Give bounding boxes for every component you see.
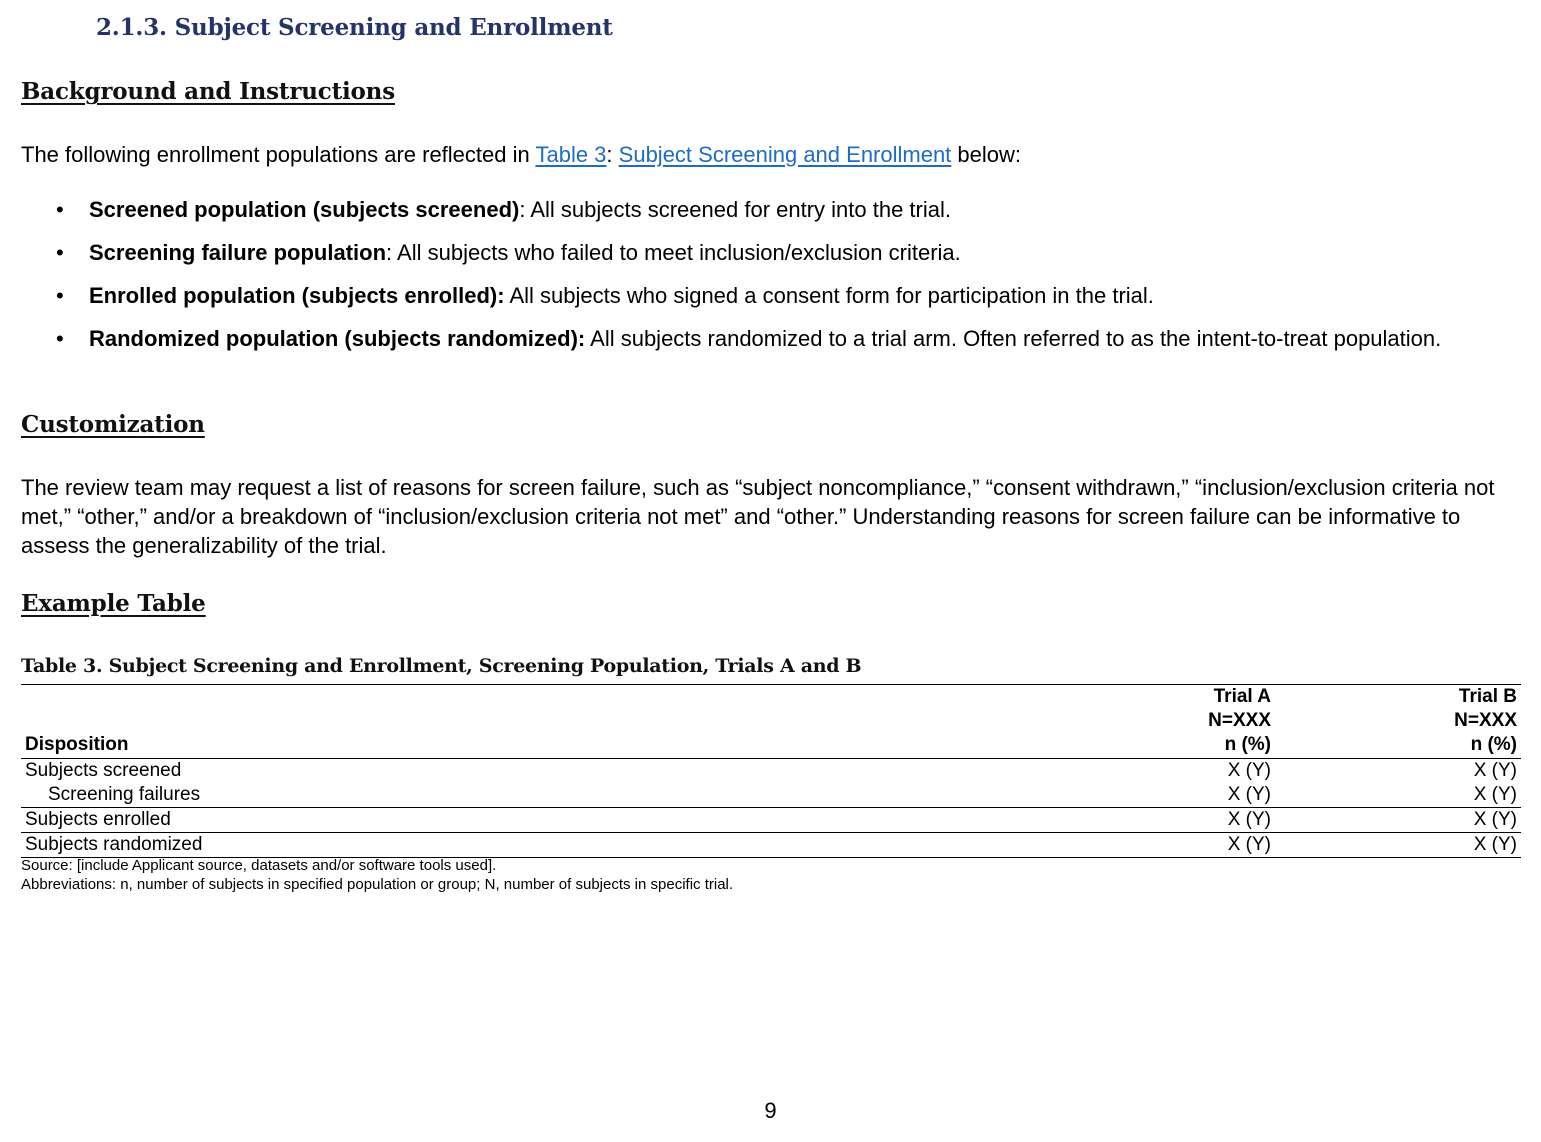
table-row (21, 833, 1521, 858)
trial-a-value: X (Y) (1029, 833, 1275, 858)
bullet-icon: • (56, 326, 64, 351)
trial-a-n: N=XXX (1208, 710, 1271, 731)
bullet-text: : All subjects screened for entry into the trial. (519, 197, 951, 222)
intro-paragraph (21, 140, 1521, 169)
row-label: Subjects enrolled (21, 808, 1029, 833)
trial-b-value: X (Y) (1473, 784, 1517, 805)
bullet-icon: • (56, 240, 64, 265)
table-header-row (21, 685, 1521, 759)
table-abbreviations-note: Abbreviations: n, number of subjects in specified population or group; N, number of subjects in specific trial. (21, 876, 734, 893)
bullet-text: All subjects who signed a consent form for participation in the trial. (504, 283, 1154, 308)
trial-a-value: X (Y) (1029, 808, 1275, 833)
trial-b-n: N=XXX (1454, 710, 1517, 731)
intro-prefix: The following enrollment populations are reflected in (21, 142, 536, 167)
bullet-text: : All subjects who failed to meet inclusion/exclusion criteria. (386, 240, 961, 265)
bullet-term: Randomized population (subjects randomized): (89, 326, 586, 351)
bullet-term: Screening failure population (89, 240, 387, 265)
bullet-icon: • (56, 197, 64, 222)
page-number: 9 (764, 1098, 777, 1123)
row-label: Subjects randomized (21, 833, 1029, 858)
list-item (0, 239, 1541, 267)
trial-a-name: Trial A (1213, 686, 1271, 707)
trial-a-value: X (Y) (1227, 784, 1271, 805)
bullet-term: Enrolled population (subjects enrolled): (89, 283, 505, 308)
trial-b-value: X (Y) (1473, 760, 1517, 781)
table-source-note: Source: [include Applicant source, datasets and/or software tools used]. (21, 857, 497, 874)
population-list (0, 196, 1541, 368)
table-row (21, 808, 1521, 833)
trial-b-value: X (Y) (1275, 808, 1521, 833)
list-item (0, 282, 1541, 310)
example-table-heading: Example Table (21, 590, 206, 617)
bullet-term: Screened population (subjects screened) (89, 197, 520, 222)
customization-paragraph: The review team may request a list of reasons for screen failure, such as “subject noncompliance,” “consent withdrawn,” “inclusion/exclusion criteria not met,” “other,” and/or a breakdown of “inclusion/exclusion criteria not met” and “other.” Understanding reasons for screen failure can be informative to assess the generalizability of the trial. (21, 475, 1495, 558)
trial-a-unit: n (%) (1224, 734, 1271, 755)
table-row (21, 783, 1521, 808)
customization-heading: Customization (21, 411, 205, 438)
trial-a-header (1029, 685, 1275, 759)
trial-b-name: Trial B (1458, 686, 1517, 707)
intro-colon: : (606, 142, 619, 167)
row-label: Screening failures (48, 784, 201, 805)
table-3-link[interactable]: Table 3 (535, 142, 607, 167)
row-label: Subjects screened (25, 760, 182, 781)
screening-table (21, 684, 1521, 858)
disposition-header: Disposition (21, 685, 1029, 759)
section-title: 2.1.3. Subject Screening and Enrollment (96, 14, 613, 41)
trial-b-header (1275, 685, 1521, 759)
list-item (0, 325, 1541, 353)
bullet-icon: • (56, 283, 64, 308)
intro-suffix: below: (951, 142, 1022, 167)
background-heading: Background and Instructions (21, 78, 395, 105)
bullet-text: All subjects randomized to a trial arm. Often referred to as the intent-to-treat population. (585, 326, 1442, 351)
trial-b-value: X (Y) (1275, 833, 1521, 858)
subject-screening-link[interactable]: Subject Screening and Enrollment (618, 142, 952, 167)
table-caption: Table 3. Subject Screening and Enrollment, Screening Population, Trials A and B (21, 655, 862, 677)
trial-a-value: X (Y) (1227, 760, 1271, 781)
table-row (21, 759, 1521, 784)
trial-b-unit: n (%) (1470, 734, 1517, 755)
list-item (0, 196, 1541, 224)
